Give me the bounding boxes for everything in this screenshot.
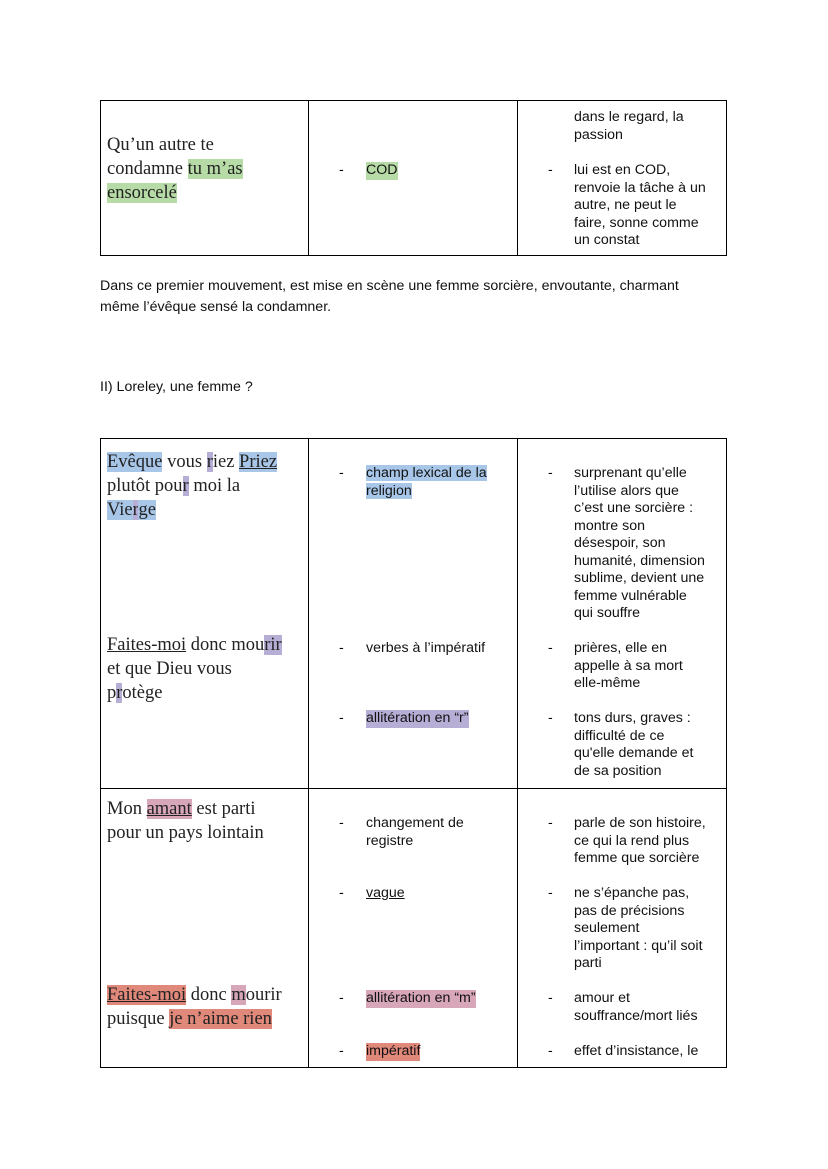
paragraph-line: Dans ce premier mouvement, est mise en scène une femme sorcière, envoutante, charmant (100, 278, 679, 294)
analysis-line: ne s’épanche pas, (574, 885, 690, 901)
analysis-line: appelle à sa mort (574, 657, 683, 674)
quote-line: puisque je n’aime rien (107, 1009, 272, 1029)
analysis-cell (518, 439, 727, 789)
analysis-line: tons durs, graves : (574, 710, 691, 726)
analysis-line: souffrance/mort liés (574, 1007, 698, 1024)
quote-line: et que Dieu vous (107, 659, 232, 679)
device-label: religion (366, 482, 412, 499)
analysis-line: effet d’insistance, le (574, 1043, 699, 1059)
quote-line: Faites-moi donc mourir (107, 635, 282, 655)
analysis-line: pas de précisions (574, 902, 685, 919)
quote-line: plutôt pour moi la (107, 476, 241, 496)
quote-cell (101, 101, 309, 256)
quote-cell (101, 439, 309, 789)
quote-line: pour un pays lointain (107, 823, 264, 843)
analysis-line: renvoie la tâche à un (574, 179, 706, 196)
device-label: verbes à l’impératif (366, 640, 486, 656)
quote-line: Mon amant est parti (107, 799, 256, 819)
paragraph-line: même l’évêque sensé la condamner. (100, 299, 332, 315)
analysis-line: femme que sorcière (574, 850, 700, 866)
quote-line (107, 181, 307, 205)
analysis-line: autre, ne peut le (574, 197, 677, 213)
device-label: allitération en “r” (366, 710, 469, 726)
analysis-line: femme vulnérable (574, 587, 687, 604)
analysis-line: amour et (574, 990, 630, 1006)
device-label: impératif (366, 1043, 421, 1059)
bullet-dash: - (548, 710, 553, 726)
quote-line: Faites-moi donc mourir (107, 985, 282, 1005)
bullet-dash: - (548, 465, 553, 481)
table-row (101, 101, 727, 256)
device-cell (309, 101, 518, 256)
bullet-dash: - (548, 885, 553, 901)
table-row (101, 789, 727, 1068)
quote-line: Vierge (107, 500, 156, 520)
analysis-line: l’utilise alors que (574, 482, 679, 499)
device-cell (309, 789, 518, 1068)
analysis-line: parti (574, 955, 602, 971)
bullet-dash: - (339, 815, 344, 831)
analysis-line: sublime, devient une (574, 570, 705, 586)
bullet-dash: - (548, 640, 553, 656)
analysis-line: de sa position (574, 762, 662, 779)
analysis-line: surprenant qu’elle (574, 465, 687, 481)
device-label: changement de (366, 815, 464, 831)
device-label: vague (366, 885, 405, 901)
analysis-line: c’est une sorcière : (574, 500, 694, 516)
bullet-dash: - (339, 162, 344, 178)
analysis-line: faire, sonne comme (574, 214, 699, 231)
bullet-dash: - (339, 885, 344, 901)
highlight-cod: tu m’as (187, 159, 243, 179)
analysis-line: lui est en COD, (574, 162, 671, 178)
analysis-line: qu'elle demande et (574, 745, 694, 761)
analysis-line: montre son (574, 517, 645, 534)
table-second-movement (100, 438, 727, 1068)
analysis-line: elle-même (574, 675, 641, 691)
analysis-cell (518, 101, 727, 256)
device-label: champ lexical de la (366, 465, 487, 481)
analysis-line: prières, elle en (574, 640, 668, 656)
section-heading: II) Loreley, une femme ? (100, 379, 253, 395)
analysis-line: dans le regard, la (574, 109, 684, 125)
bullet-dash: - (339, 990, 344, 1006)
bullet-dash: - (339, 465, 344, 481)
analysis-line: humanité, dimension (574, 552, 705, 569)
highlight-cod: ensorcelé (107, 183, 177, 203)
bullet-dash: - (548, 162, 553, 178)
quote-cell (101, 789, 309, 1068)
quote-line: protège (107, 683, 163, 703)
analysis-cell (518, 789, 727, 1068)
device-label: COD (366, 162, 398, 178)
quote-line: Evêque vous riez Priez (107, 452, 278, 472)
analysis-line: parle de son histoire, (574, 815, 706, 831)
bullet-dash: - (339, 1043, 344, 1059)
device-label: allitération en “m” (366, 990, 476, 1006)
bullet-dash: - (339, 710, 344, 726)
analysis-line: désespoir, son (574, 535, 666, 551)
quote-line: Qu’un autre te (107, 135, 214, 155)
table-row (101, 439, 727, 789)
analysis-line: ce qui la rend plus (574, 832, 690, 849)
quote-line: condamne tu m’as (107, 159, 243, 179)
table-first-movement (100, 100, 727, 256)
bullet-dash: - (339, 640, 344, 656)
bullet-dash: - (548, 990, 553, 1006)
device-cell (309, 439, 518, 789)
bullet-dash: - (548, 1043, 553, 1059)
analysis-line: un constat (574, 232, 640, 248)
analysis-line: seulement (574, 920, 640, 936)
summary-paragraph (100, 276, 740, 318)
analysis-line: difficulté de ce (574, 727, 665, 744)
device-label: registre (366, 832, 414, 849)
analysis-line: qui souffre (574, 605, 640, 621)
bullet-dash: - (548, 815, 553, 831)
analysis-line: l’important : qu’il soit (574, 937, 703, 954)
analysis-line: passion (574, 126, 623, 143)
